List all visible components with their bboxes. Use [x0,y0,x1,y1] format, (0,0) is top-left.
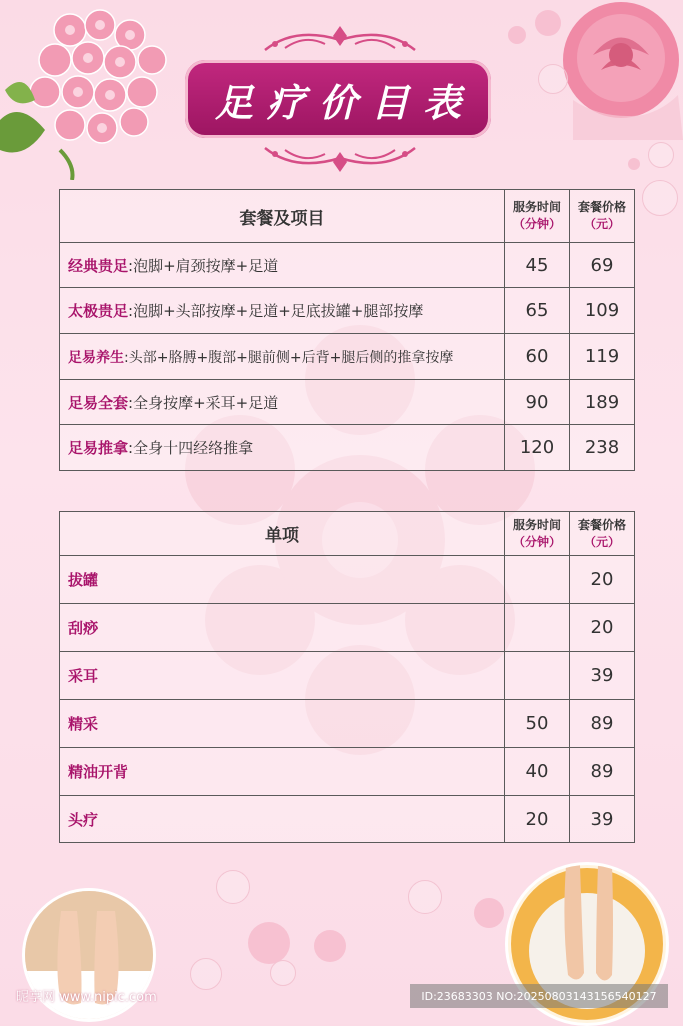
item-desc: 头部+胳膊+腹部+腿前侧+后背+腿后侧的推拿按摩 [128,349,454,366]
item-cell [60,604,505,652]
item-name: 拔罐 [68,571,99,589]
price-cell: 189 [570,380,635,425]
ornament-bottom [255,140,425,176]
table-row [60,796,635,843]
header-time-label: 服务时间 [512,200,561,214]
item-cell [60,556,505,604]
table-row [60,556,635,604]
bubble-decoration [216,870,250,904]
header-time [505,512,570,556]
price-cell: 89 [570,700,635,748]
header-price-label: 套餐价格 [577,200,626,214]
item-cell: 足易养生:头部+胳膊+腹部+腿前侧+后背+腿后侧的推拿按摩 [60,334,505,380]
table-row [60,334,635,380]
bubble-decoration [628,158,640,170]
header-price-label: 套餐价格 [577,517,626,532]
bubble-decoration [190,958,222,990]
time-cell: 90 [505,380,570,425]
table-row [60,652,635,700]
item-desc: 全身按摩+采耳+足道 [133,393,279,412]
table-row [60,700,635,748]
price-cell: 20 [570,556,635,604]
header-price-unit: （元） [583,217,620,231]
bubble-decoration [474,898,504,928]
bubble-decoration [408,880,442,914]
time-cell: 120 [505,425,570,471]
header-price [570,512,635,556]
item-cell: 足易推拿:全身十四经络推拿 [60,425,505,471]
header-item-label: 单项 [265,526,299,546]
price-cell: 109 [570,288,635,334]
item-cell: 经典贵足:泡脚+肩颈按摩+足道 [60,243,505,288]
bubble-decoration [314,930,346,962]
header-item [60,512,505,556]
price-cell: 238 [570,425,635,471]
title-box [185,60,491,138]
time-cell: 45 [505,243,570,288]
item-cell [60,748,505,796]
package-price-table [59,189,635,471]
price-cell: 39 [570,652,635,700]
item-name: 足易推拿 [68,439,129,457]
header-time-label: 服务时间 [512,517,561,532]
bubble-decoration [270,960,296,986]
hydrangea-decoration [0,0,190,180]
price-cell: 39 [570,796,635,843]
bubble-decoration [508,26,526,44]
item-name: 足易全套 [68,393,129,412]
item-name: 采耳 [68,667,99,685]
single-price-table [59,511,635,843]
time-cell: 60 [505,334,570,380]
price-cell: 69 [570,243,635,288]
item-name: 刮痧 [68,619,99,637]
header-price [570,190,635,243]
item-desc: 泡脚+头部按摩+足道+足底拔罐+腿部按摩 [133,302,424,320]
item-name: 精油开背 [68,763,129,781]
title-banner [185,60,491,138]
time-cell: 65 [505,288,570,334]
item-desc: 泡脚+肩颈按摩+足道 [133,256,279,275]
time-cell [505,556,570,604]
header-price-unit: （元） [583,534,620,549]
image-id-bar: ID:23683303 NO:20250803143156540127 [410,984,668,1008]
header-time [505,190,570,243]
table-row [60,604,635,652]
table-row [60,380,635,425]
bubble-decoration [538,64,568,94]
item-cell [60,796,505,843]
item-name: 太极贵足 [68,302,129,320]
header-time-unit: （分钟） [512,534,561,549]
table-row [60,288,635,334]
table-header-row [60,190,635,243]
price-cell: 89 [570,748,635,796]
time-cell [505,604,570,652]
time-cell [505,652,570,700]
bubble-decoration [648,142,674,168]
item-cell [60,700,505,748]
price-cell: 20 [570,604,635,652]
item-name: 精采 [68,715,99,733]
table-row [60,243,635,288]
item-name: 头疗 [68,810,99,829]
bubble-decoration [642,180,678,216]
time-cell: 20 [505,796,570,843]
item-cell: 足易全套:全身按摩+采耳+足道 [60,380,505,425]
page-title: 足疗价目表 [214,79,475,125]
site-watermark: 昵享网 www.nipic.com [16,990,157,1005]
header-item-label: 套餐及项目 [239,208,325,229]
item-name: 足易养生 [68,349,124,366]
item-name: 经典贵足 [68,256,129,275]
header-time-unit: （分钟） [512,217,561,231]
bubble-decoration [248,922,290,964]
header-item [60,190,505,243]
item-cell [60,652,505,700]
item-cell: 太极贵足:泡脚+头部按摩+足道+足底拔罐+腿部按摩 [60,288,505,334]
price-cell: 119 [570,334,635,380]
item-desc: 全身十四经络推拿 [133,439,254,457]
time-cell: 40 [505,748,570,796]
table-header-row [60,512,635,556]
ornament-top [255,22,425,58]
time-cell: 50 [505,700,570,748]
table-row [60,748,635,796]
table-row [60,425,635,471]
bubble-decoration [535,10,561,36]
